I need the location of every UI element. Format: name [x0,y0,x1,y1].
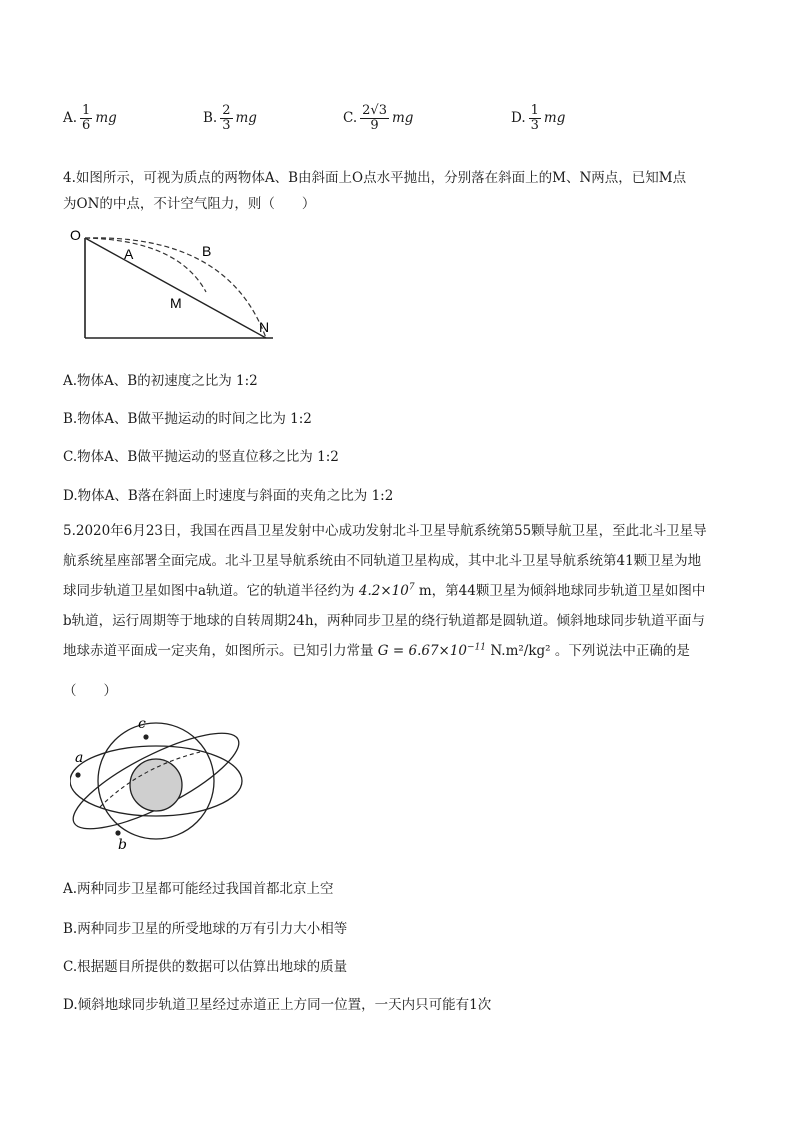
label-n: N [259,319,270,335]
q3-option-a [63,104,117,132]
satellite-c [143,734,148,739]
gravitational-constant: $G = 6.67\times 10^{-11}$ [377,642,487,659]
q3-option-b [203,104,257,132]
trajectory-a [85,238,206,292]
q5-option-b: B.两种同步卫星的所受地球的万有引力大小相等 [63,921,348,937]
q4-option-c: C.物体A、B做平抛运动的竖直位移之比为 1:2 [63,449,339,465]
option-label: A. [63,110,78,127]
denominator: 9 [370,117,379,133]
label-b: B [202,243,212,259]
unit: N.m²/kg² [490,643,551,659]
q4-figure [68,226,278,346]
q5-stem-line-3 [63,579,705,599]
text: 球同步轨道卫星如图中a轨道。它的轨道半径约为 [63,583,355,599]
earth [130,759,182,811]
satellite-b [115,830,120,835]
text: m，第44颗卫星为倾斜地球同步轨道卫星如图中 [418,583,706,599]
unit: mg [95,110,117,127]
fraction [80,104,92,132]
label-o: O [70,227,81,243]
fraction [220,104,232,132]
text: 地球赤道平面成一定夹角，如图所示。已知引力常量 [63,643,374,659]
q5-stem-line-4: b轨道，运行周期等于地球的自转周期24h，两种同步卫星的绕行轨道都是圆轨道。倾斜地球同步轨道平面与 [63,613,706,629]
q5-stem-line-1: 5.2020年6月23日，我国在西昌卫星发射中心成功发射北斗卫星导航系统第55颗导航卫星，至此北斗卫星导 [63,523,707,539]
label-c: c [138,716,146,732]
unit: mg [543,110,566,127]
option-label: B. [203,110,218,127]
q4-option-d: D.物体A、B落在斜面上时速度与斜面的夹角之比为 1:2 [63,488,394,504]
q4-option-a: A.物体A、B的初速度之比为 1:2 [63,373,258,389]
denominator: 6 [82,117,91,133]
numerator: 2 [222,103,231,118]
numerator: 1 [82,103,91,118]
q5-stem-line-6: （ ） [63,683,117,699]
option-label: C. [343,110,358,127]
label-m: M [170,295,182,311]
label-a: A [124,246,134,262]
unit: mg [235,110,257,127]
denominator: 3 [530,117,539,133]
q4-stem-line-1: 4.如图所示，可视为质点的两物体A、B由斜面上O点水平抛出，分别落在斜面上的M、N两点，已知M点 [63,170,687,186]
satellite-a [75,772,80,777]
incline-line [85,238,266,338]
q4-stem-line-2: 为ON的中点，不计空气阻力，则（ ） [63,196,316,212]
fraction [360,104,389,132]
numerator: 2√3 [362,103,387,118]
radius-value: $4.2\times 10^7$ [358,582,415,599]
q3-option-d [511,104,565,132]
label-a: a [75,750,84,766]
text: 。下列说法中正确的是 [554,643,690,659]
q5-option-c: C.根据题目所提供的数据可以估算出地球的质量 [63,959,348,975]
q4-option-b: B.物体A、B做平抛运动的时间之比为 1:2 [63,411,312,427]
label-b: b [118,837,127,852]
q5-option-a: A.两种同步卫星都可能经过我国首都北京上空 [63,881,334,897]
numerator: 1 [530,103,539,118]
q5-option-d: D.倾斜地球同步轨道卫星经过赤道正上方同一位置，一天内只可能有1次 [63,997,492,1013]
fraction [529,104,541,132]
denominator: 3 [222,117,231,133]
q5-figure [70,712,255,852]
q5-stem-line-5 [63,639,690,659]
q5-stem-line-2: 航系统星座部署全面完成。北斗卫星导航系统由不同轨道卫星构成，其中北斗卫星导航系统第41颗卫星为地 [63,553,702,569]
q3-option-c [343,104,413,132]
unit: mg [391,110,414,127]
option-label: D. [511,110,526,127]
